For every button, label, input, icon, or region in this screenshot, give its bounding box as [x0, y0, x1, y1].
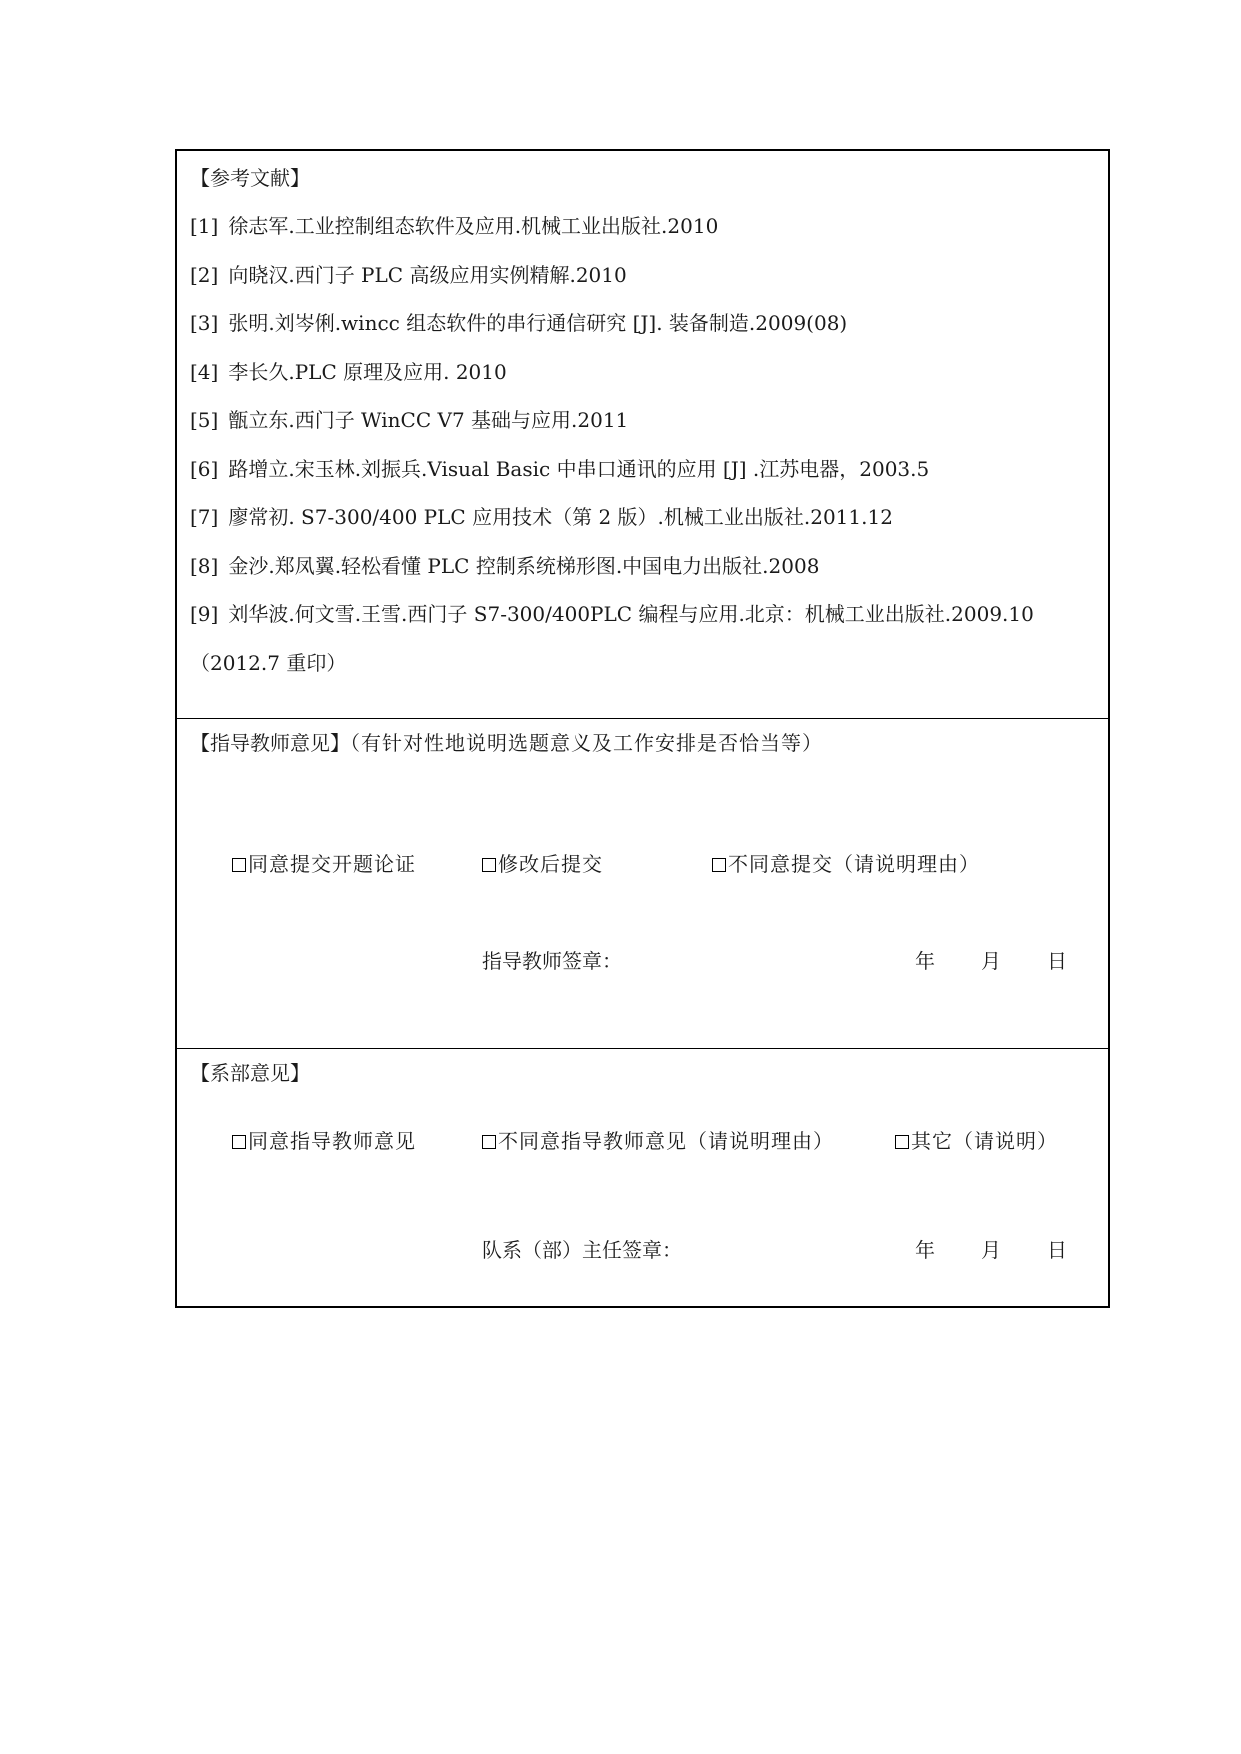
- advisor-date-year: 年: [915, 949, 935, 973]
- references-heading: 【参考文献】: [190, 166, 310, 190]
- reference-text: 李长久.PLC 原理及应用. 2010: [228, 359, 507, 384]
- reference-item: [190, 457, 1100, 506]
- department-option-agree[interactable]: [232, 1129, 416, 1153]
- references-section: [177, 151, 1108, 719]
- reference-item: [190, 263, 1100, 312]
- reference-number: [4]: [190, 359, 219, 384]
- reference-item: [190, 311, 1100, 360]
- advisor-heading: [190, 731, 823, 755]
- reference-item: [190, 602, 1100, 651]
- reference-number: [9]: [190, 602, 219, 626]
- checkbox-icon[interactable]: [482, 1135, 496, 1149]
- reference-continuation: （2012.7 重印）: [190, 650, 347, 675]
- reference-number: [7]: [190, 505, 219, 529]
- reference-text: 向晓汉.西门子 PLC 高级应用实例精解.2010: [228, 262, 627, 287]
- reference-number: [6]: [190, 456, 219, 481]
- checkbox-icon[interactable]: [232, 858, 246, 872]
- department-heading: 【系部意见】: [190, 1061, 310, 1085]
- reference-number: [3]: [190, 311, 219, 335]
- reference-item: [190, 214, 1100, 263]
- reference-text: 路增立.宋玉林.刘振兵.Visual Basic 中串口通讯的应用 [J] .江苏电器，2003.5: [228, 456, 930, 481]
- reference-item: [190, 505, 1100, 554]
- reference-number: [5]: [190, 408, 219, 432]
- checkbox-icon[interactable]: [482, 858, 496, 872]
- reference-number: [2]: [190, 262, 219, 287]
- advisor-opinion-section: [177, 719, 1108, 1049]
- department-date-month: 月: [981, 1238, 1001, 1262]
- advisor-date-day: 日: [1047, 949, 1067, 973]
- checkbox-icon[interactable]: [895, 1135, 909, 1149]
- reference-item: [190, 554, 1100, 603]
- department-option-disagree[interactable]: [482, 1129, 834, 1153]
- opening-report-form-table: [175, 149, 1110, 1308]
- department-date-day: 日: [1047, 1238, 1067, 1262]
- advisor-option-revise[interactable]: [482, 852, 603, 876]
- advisor-heading-title: 【指导教师意见】: [190, 731, 350, 755]
- option-label: 不同意指导教师意见（请说明理由）: [498, 1129, 834, 1153]
- reference-text: 金沙.郑凤翼.轻松看懂 PLC 控制系统梯形图.中国电力出版社.2008: [228, 553, 820, 578]
- department-date-year: 年: [915, 1238, 935, 1262]
- reference-text: 徐志军.工业控制组态软件及应用.机械工业出版社.2010: [228, 214, 719, 238]
- reference-text: 刘华波.何文雪.王雪.西门子 S7-300/400PLC 编程与应用.北京：机械工业出版社.2009.10: [228, 602, 1034, 626]
- option-label: 不同意提交（请说明理由）: [728, 852, 980, 876]
- department-signature-label: 队系（部）主任签章：: [482, 1238, 682, 1262]
- reference-text: 张明.刘岑俐.wincc 组态软件的串行通信研究 [J]. 装备制造.2009(08): [228, 311, 848, 335]
- advisor-heading-note: （有针对性地说明选题意义及工作安排是否恰当等）: [350, 731, 823, 755]
- advisor-signature-label: 指导教师签章：: [482, 949, 622, 973]
- checkbox-icon[interactable]: [712, 858, 726, 872]
- advisor-option-approve[interactable]: [232, 852, 416, 876]
- option-label: 同意提交开题论证: [248, 852, 416, 876]
- department-option-other[interactable]: [895, 1129, 1058, 1153]
- checkbox-icon[interactable]: [232, 1135, 246, 1149]
- advisor-option-reject[interactable]: [712, 852, 980, 876]
- reference-item: [190, 408, 1100, 457]
- advisor-date-month: 月: [981, 949, 1001, 973]
- reference-number: [8]: [190, 553, 219, 578]
- reference-list: [190, 214, 1100, 675]
- option-label: 同意指导教师意见: [248, 1129, 416, 1153]
- reference-text: 甑立东.西门子 WinCC V7 基础与应用.2011: [228, 408, 629, 432]
- reference-text: 廖常初. S7-300/400 PLC 应用技术（第 2 版）.机械工业出版社.2011.12: [228, 505, 893, 529]
- option-label: 修改后提交: [498, 852, 603, 876]
- department-opinion-section: [177, 1049, 1108, 1306]
- option-label: 其它（请说明）: [911, 1129, 1058, 1153]
- reference-number: [1]: [190, 214, 219, 238]
- reference-item: [190, 360, 1100, 409]
